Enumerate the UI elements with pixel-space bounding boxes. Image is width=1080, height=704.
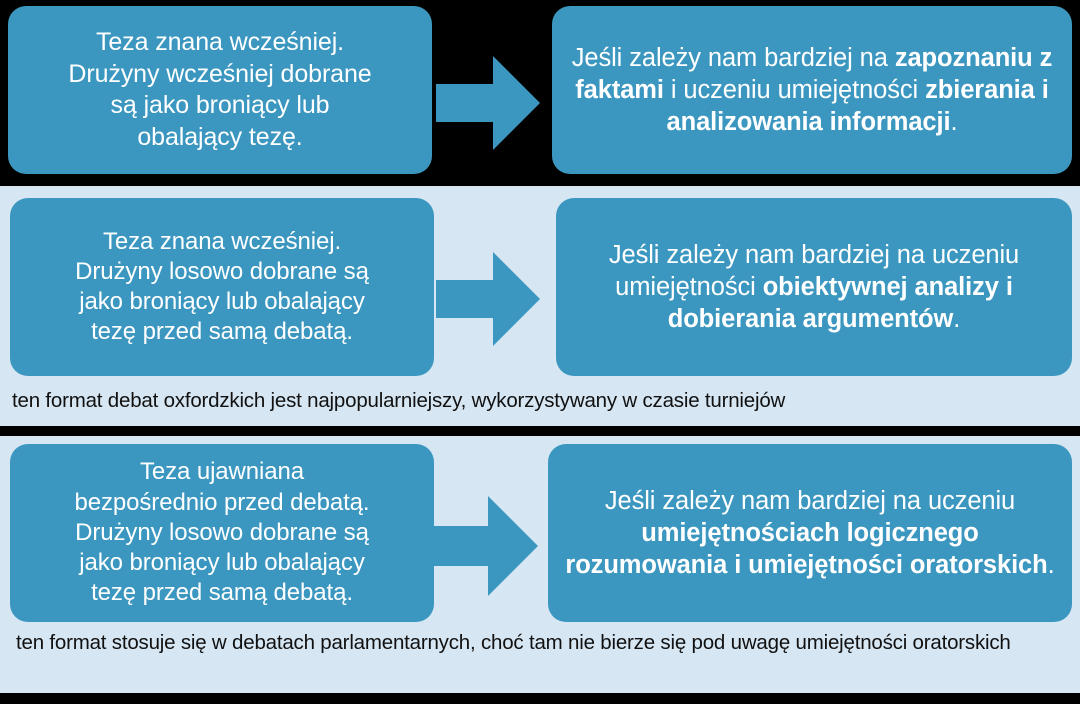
format-box-row2-left-text: Teza znana wcześniej. Drużyny losowo dobrane są jako broniący lub obalający tezę przed samą debatą. [75,227,369,346]
outcome-box-row2-right [556,198,1072,376]
outcome-box-row3-right [548,444,1072,622]
caption-row2: ten format debat oxfordzkich jest najpopularniejszy, wykorzystywany w czasie turniejów [12,389,786,412]
background-band-divider [0,426,1080,436]
arrow-right-icon [436,56,540,150]
arrow-right-icon [428,496,538,596]
outcome-box-row1-right [552,6,1072,174]
outcome-box-row3-right-text: Jeśli zależy nam bardziej na uczeniu umiejętnościach logicznego rozumowania i umiejętności oratorskich. [565,486,1055,580]
format-box-row3-left [10,444,434,622]
format-box-row3-left-text: Teza ujawniana bezpośrednio przed debatą. Drużyny losowo dobrane są jako broniący lub obalający tezę przed samą debatą. [74,458,370,607]
format-box-row1-left-text: Teza znana wcześniej. Drużyny wcześniej dobrane są jako broniący lub obalający tezę. [68,28,372,151]
background-band-black-bottom [0,693,1080,704]
arrow-right-icon [436,252,540,346]
format-box-row2-left [10,198,434,376]
format-box-row1-left [8,6,432,174]
outcome-box-row2-right-text: Jeśli zależy nam bardziej na uczeniu umiejętności obiektywnej analizy i dobierania argumentów. [608,240,1020,334]
caption-row3: ten format stosuje się w debatach parlamentarnych, choć tam nie bierze się pod uwagę umiejętności oratorskich [16,631,1011,654]
outcome-box-row1-right-text: Jeśli zależy nam bardziej na zapoznaniu z faktami i uczeniu umiejętności zbierania i analizowania informacji. [571,43,1053,137]
